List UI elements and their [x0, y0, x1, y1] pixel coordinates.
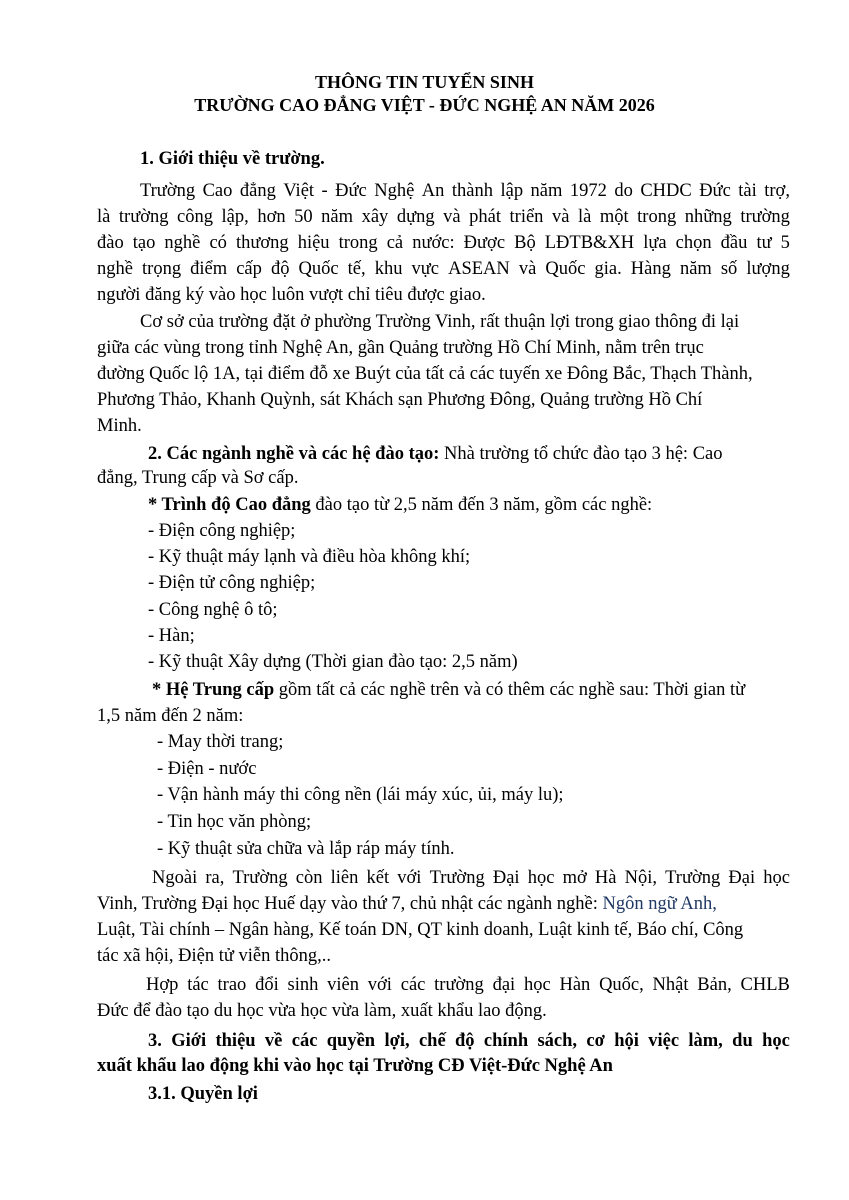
partners-text: Vinh, Trường Đại học Huế dạy vào thứ 7, chủ nhật các ngành nghề:	[97, 894, 603, 914]
intermediate-item: - May thời trang;	[157, 732, 284, 752]
section1-heading: 1. Giới thiệu về trường.	[140, 149, 325, 169]
section3-heading: 3. Giới thiệu về các quyền lợi, chế độ chính sách, cơ hội việc làm, du học	[148, 1031, 790, 1051]
intermediate-level-label: * Hệ Trung cấp	[152, 680, 275, 700]
intermediate-level-line2: 1,5 năm đến 2 năm:	[97, 706, 244, 726]
section2-intro-line2: đẳng, Trung cấp và Sơ cấp.	[97, 468, 299, 488]
college-level-desc: đào tạo từ 2,5 năm đến 3 năm, gồm các nghề:	[310, 495, 653, 515]
document-title: THÔNG TIN TUYỂN SINH	[315, 72, 534, 92]
document-subtitle: TRƯỜNG CAO ĐẲNG VIỆT - ĐỨC NGHỆ AN NĂM 2026	[194, 95, 655, 115]
partners-highlight: Ngôn ngữ Anh,	[602, 894, 717, 914]
coop-line: Hợp tác trao đổi sinh viên với các trường đại học Hàn Quốc, Nhật Bản, CHLB	[146, 975, 790, 995]
coop-line: Đức để đào tạo du học vừa học vừa làm, xuất khẩu lao động.	[97, 1001, 547, 1021]
intermediate-item: - Điện - nước	[157, 759, 257, 779]
section2-heading: 2. Các ngành nghề và các hệ đào tạo:	[148, 444, 440, 464]
college-item: - Kỹ thuật máy lạnh và điều hòa không khí;	[148, 547, 471, 567]
intermediate-item: - Vận hành máy thi công nền (lái máy xúc, ủi, máy lu);	[157, 785, 564, 805]
intermediate-item: - Tin học văn phòng;	[157, 812, 312, 832]
section2-intro-text: Nhà trường tổ chức đào tạo 3 hệ: Cao	[444, 444, 723, 464]
college-item: - Công nghệ ô tô;	[148, 600, 278, 620]
section2-intro	[148, 443, 723, 465]
partners-line	[97, 893, 717, 915]
partners-line: Ngoài ra, Trường còn liên kết với Trường Đại học mở Hà Nội, Trường Đại học	[152, 868, 790, 888]
intermediate-level-desc: gồm tất cả các nghề trên và có thêm các nghề sau: Thời gian từ	[274, 680, 746, 700]
intermediate-item: - Kỹ thuật sửa chữa và lắp ráp máy tính.	[157, 839, 455, 859]
section1-para2-line: Cơ sở của trường đặt ở phường Trường Vinh, rất thuận lợi trong giao thông đi lại	[140, 312, 740, 332]
section3-heading-line2: xuất khẩu lao động khi vào học tại Trường CĐ Việt-Đức Nghệ An	[97, 1056, 613, 1076]
section1-para2-line: Phương Thảo, Khanh Quỳnh, sát Khách sạn Phương Đông, Quảng trường Hồ Chí	[97, 390, 703, 410]
section1-para1-line: đào tạo nghề có thương hiệu trong cả nước: Được Bộ LĐTB&XH lựa chọn đầu tư 5	[97, 233, 790, 253]
section1-para1-line: người đăng ký vào học luôn vượt chỉ tiêu được giao.	[97, 285, 486, 305]
section3-subheading: 3.1. Quyền lợi	[148, 1084, 258, 1104]
section1-para2-line: giữa các vùng trong tỉnh Nghệ An, gần Quảng trường Hồ Chí Minh, nằm trên trục	[97, 338, 704, 358]
college-item: - Hàn;	[148, 626, 195, 646]
section1-para1-line: là trường công lập, hơn 50 năm xây dựng và phát triển và là một trong những trường	[97, 207, 790, 227]
partners-line: Luật, Tài chính – Ngân hàng, Kế toán DN, QT kinh doanh, Luật kinh tế, Báo chí, Công	[97, 920, 744, 940]
partners-line: tác xã hội, Điện tử viễn thông,..	[97, 946, 332, 966]
college-item: - Điện tử công nghiệp;	[148, 573, 316, 593]
intermediate-level-line	[152, 679, 745, 701]
college-item: - Kỹ thuật Xây dựng (Thời gian đào tạo: 2,5 năm)	[148, 652, 518, 672]
section1-para2-line: đường Quốc lộ 1A, tại điểm đỗ xe Buýt của tất cả các tuyến xe Đông Bắc, Thạch Thành,	[97, 364, 753, 384]
section1-para2-line: Minh.	[97, 416, 142, 436]
college-level-line	[148, 494, 652, 516]
section1-para1-line: nghề trọng điểm cấp độ Quốc tế, khu vực ASEAN và Quốc gia. Hàng năm số lượng	[97, 259, 790, 279]
section1-para1-line: Trường Cao đẳng Việt - Đức Nghệ An thành lập năm 1972 do CHDC Đức tài trợ,	[140, 181, 790, 201]
college-item: - Điện công nghiệp;	[148, 521, 296, 541]
college-level-label: * Trình độ Cao đẳng	[148, 495, 311, 515]
